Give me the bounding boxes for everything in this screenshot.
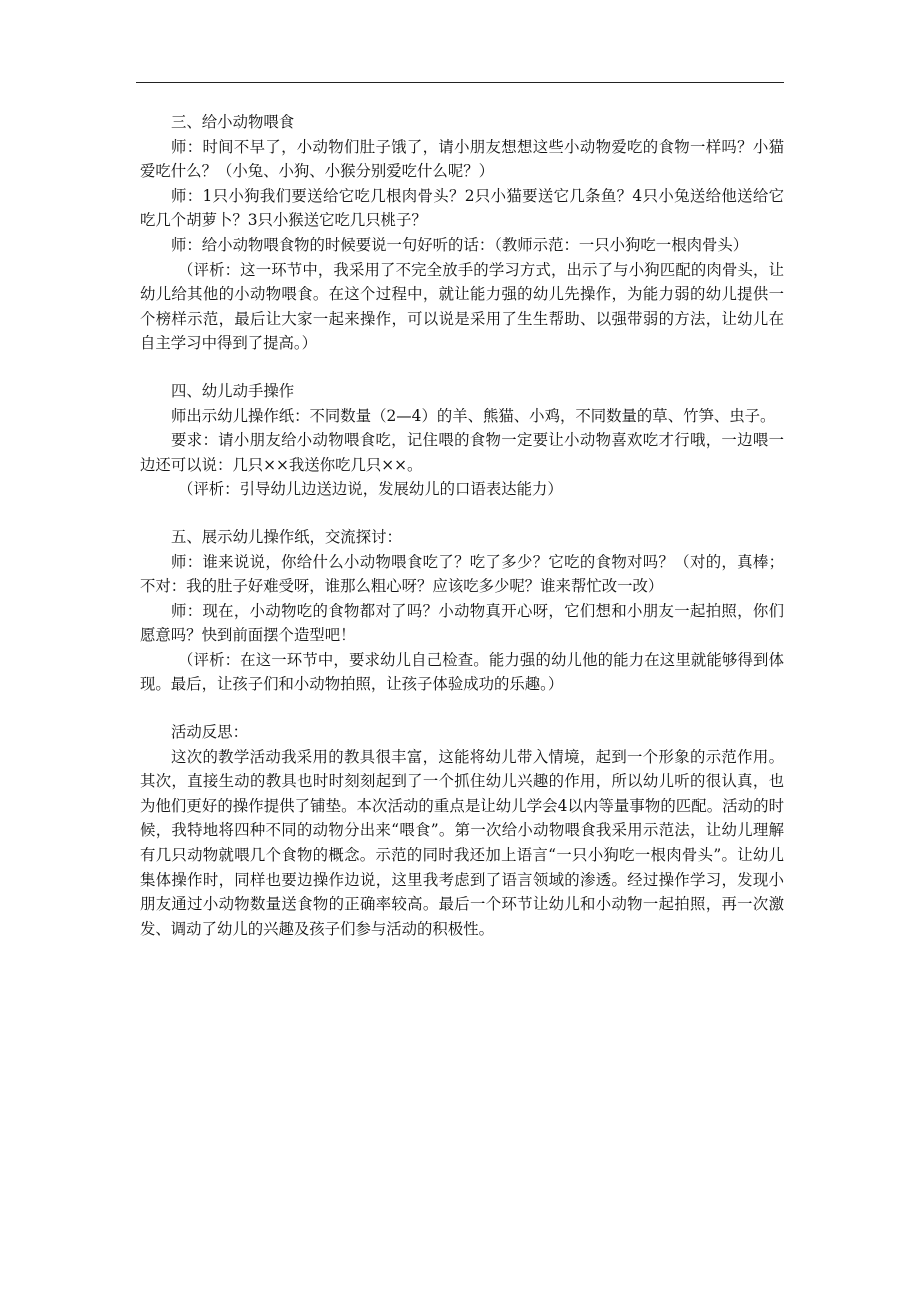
section-heading: 四、幼儿动手操作 [171, 381, 295, 400]
teacher-line: 师：时间不早了，小动物们肚子饿了，请小朋友想想这些小动物爱吃的食物一样吗？小猫爱吃什么？（小兔、小狗、小猴分别爱吃什么呢？） [140, 137, 784, 181]
teacher-line: 师：谁来说说，你给什么小动物喂食吃了？吃了多少？它吃的食物对吗？（对的，真棒；不对：我的肚子好难受呀，谁那么粗心呀？应该吃多少呢？谁来帮忙改一改） [140, 552, 784, 596]
section-heading: 活动反思： [171, 723, 248, 742]
teacher-line: 师：1只小狗我们要送给它吃几根肉骨头？2只小猫要送它几条鱼？4只小兔送给他送给它吃几个胡萝卜？3只小猴送它吃几只桃子？ [140, 186, 784, 230]
section-display [140, 525, 784, 697]
requirement-line: 要求：请小朋友给小动物喂食吃，记住喂的食物一定要让小动物喜欢吃才行哦，一边喂一边还可以说：几只××我送你吃几只××。 [140, 431, 784, 474]
section-reflection [140, 720, 784, 941]
document-body [140, 110, 784, 941]
reflection-paragraph: 这次的教学活动我采用的教具很丰富，这能将幼儿带入情境，起到一个形象的示范作用。其次，直接生动的教具也时时刻刻起到了一个抓住幼儿兴趣的作用，所以幼儿听的很认真，也为他们更好的操作提供了铺垫。本次活动的重点是让幼儿学会4以内等量事物的匹配。活动的时候，我特地将四种不同的动物分出来“喂食”。第一次给小动物喂食我采用示范法，让幼儿理解有几只动物就喂几个食物的概念。示范的同时我还加上语言“一只小狗吃一根肉骨头”。让幼儿集体操作时，同样也要边操作边说，这里我考虑到了语言领域的渗透。经过操作学习，发现小朋友通过小动物数量送食物的正确率较高。最后一个环节让幼儿和小动物一起拍照，再一次激发、调动了幼儿的兴趣及孩子们参与活动的积极性。 [140, 747, 784, 938]
commentary: （评析：在这一环节中，要求幼儿自己检查。能力强的幼儿他的能力在这里就能够得到体现。最后，让孩子们和小动物拍照，让孩子体验成功的乐趣。） [140, 650, 784, 694]
teacher-line: 师：现在，小动物吃的食物都对了吗？小动物真开心呀，它们想和小朋友一起拍照，你们愿意吗？快到前面摆个造型吧！ [140, 601, 784, 645]
teacher-line: 师：给小动物喂食物的时候要说一句好听的话：（教师示范：一只小狗吃一根肉骨头） [171, 235, 749, 254]
header-rule [136, 82, 784, 83]
commentary: （评析：引导幼儿边送边说，发展幼儿的口语表达能力） [178, 480, 563, 499]
section-heading: 五、展示幼儿操作纸，交流探讨： [171, 527, 402, 546]
section-hands-on [140, 379, 784, 502]
teacher-line: 师出示幼儿操作纸：不同数量（2—4）的羊、熊猫、小鸡，不同数量的草、竹笋、虫子。 [171, 406, 776, 425]
commentary: （评析：这一环节中，我采用了不完全放手的学习方式，出示了与小狗匹配的肉骨头，让幼儿给其他的小动物喂食。在这个过程中，就让能力强的幼儿先操作，为能力弱的幼儿提供一个榜样示范，最后让大家一起来操作，可以说是采用了生生帮助、以强带弱的方法，让幼儿在自主学习中得到了提高。） [140, 260, 784, 353]
section-feeding [140, 110, 784, 356]
section-heading: 三、给小动物喂食 [171, 113, 295, 131]
